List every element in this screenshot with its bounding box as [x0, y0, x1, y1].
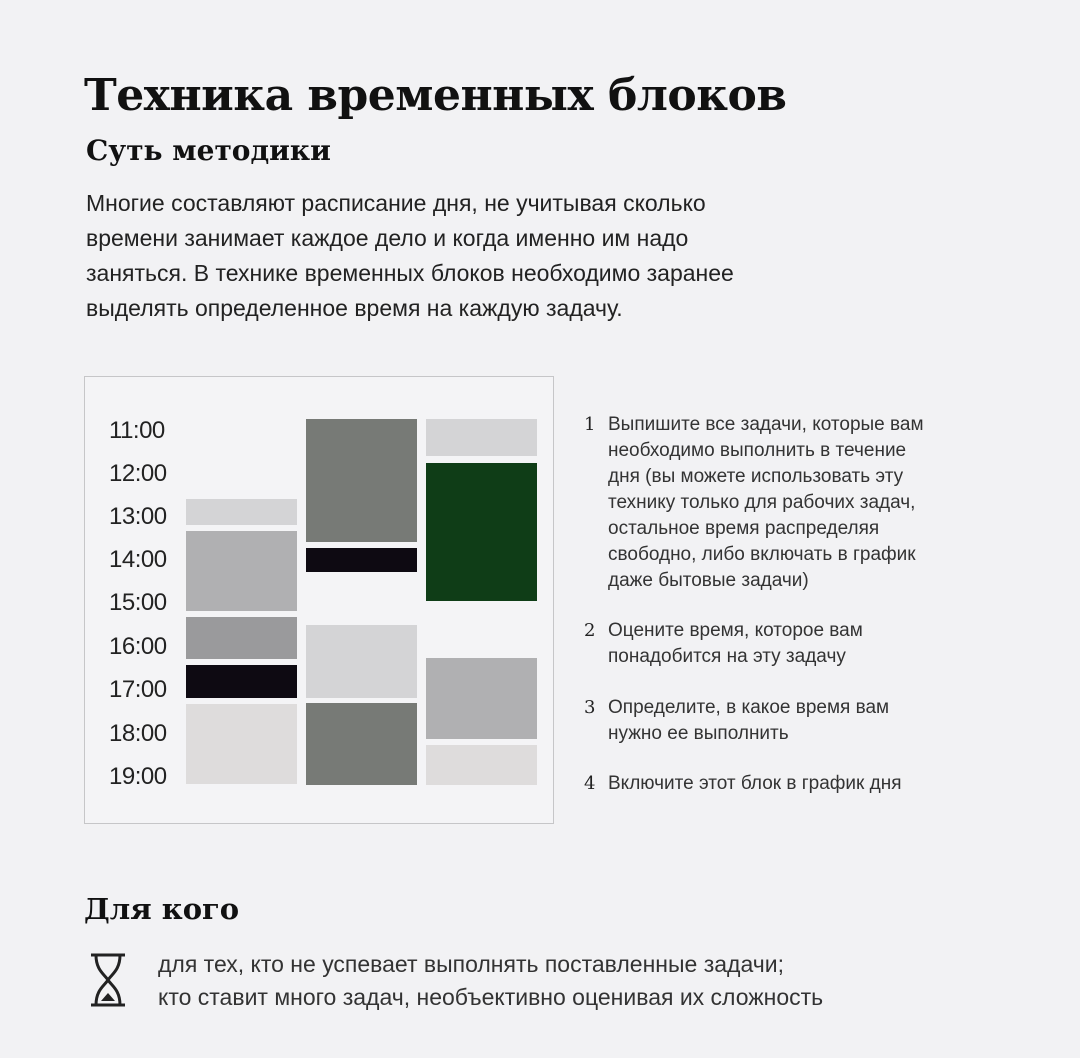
time-block-schedule — [84, 376, 554, 824]
step-line: Определите, в какое время вам — [608, 697, 890, 718]
time-block — [426, 745, 537, 785]
step-item — [584, 695, 1024, 747]
step-number: 3 — [584, 697, 596, 718]
intro-line: заняться. В технике временных блоков необходимо заранее — [86, 260, 734, 286]
step-line: необходимо выполнить в течение — [608, 440, 907, 461]
step-line: даже бытовые задачи) — [608, 570, 809, 591]
for-whom-heading: Для кого — [84, 892, 240, 926]
step-line: Выпишите все задачи, которые вам — [608, 414, 924, 435]
step-line: понадобится на эту задачу — [608, 646, 846, 667]
time-label: 11:00 — [109, 417, 165, 444]
step-line: остальное время распределяя — [608, 518, 880, 539]
step-item — [584, 412, 1024, 594]
step-line: Оцените время, которое вам — [608, 620, 863, 641]
time-label: 13:00 — [109, 503, 167, 530]
time-label: 17:00 — [109, 676, 167, 703]
step-number: 2 — [584, 620, 596, 641]
time-block — [186, 665, 297, 698]
step-item — [584, 771, 1024, 797]
section-subtitle: Суть методики — [86, 134, 331, 167]
time-block — [306, 548, 417, 572]
step-text — [608, 695, 889, 747]
time-block — [306, 419, 417, 542]
time-block — [186, 704, 297, 784]
time-block — [426, 658, 537, 739]
step-line: Включите этот блок в график дня — [608, 773, 902, 794]
time-label: 18:00 — [109, 720, 167, 747]
time-label: 14:00 — [109, 546, 167, 573]
for-whom-line: для тех, кто не успевает выполнять поставленные задачи; — [158, 951, 784, 977]
time-block — [426, 419, 537, 456]
time-label: 15:00 — [109, 589, 167, 616]
time-block — [306, 703, 417, 785]
intro-line: Многие составляют расписание дня, не учитывая сколько — [86, 190, 706, 216]
time-block — [186, 617, 297, 659]
time-label: 19:00 — [109, 763, 167, 790]
hourglass-icon — [88, 952, 128, 1008]
page-title: Техника временных блоков — [84, 70, 787, 121]
time-block — [186, 499, 297, 525]
time-block — [306, 625, 417, 698]
time-label: 16:00 — [109, 633, 167, 660]
time-block — [426, 463, 537, 601]
for-whom-text — [158, 948, 823, 1014]
step-line: нужно ее выполнить — [608, 723, 789, 744]
for-whom-line: кто ставит много задач, необъективно оценивая их сложность — [158, 984, 824, 1010]
intro-line: времени занимает каждое дело и когда именно им надо — [86, 225, 689, 251]
intro-line: выделять определенное время на каждую задачу. — [86, 295, 623, 321]
step-line: свободно, либо включать в график — [608, 544, 916, 565]
step-text — [608, 618, 863, 670]
step-number: 4 — [584, 773, 596, 794]
time-label: 12:00 — [109, 460, 167, 487]
step-number: 1 — [584, 414, 596, 435]
time-block — [186, 531, 297, 611]
step-item — [584, 618, 1024, 670]
step-text — [608, 412, 924, 594]
intro-paragraph — [86, 186, 946, 326]
step-line: технику только для рабочих задач, — [608, 492, 916, 513]
step-line: дня (вы можете использовать эту — [608, 466, 904, 487]
step-text — [608, 771, 902, 797]
